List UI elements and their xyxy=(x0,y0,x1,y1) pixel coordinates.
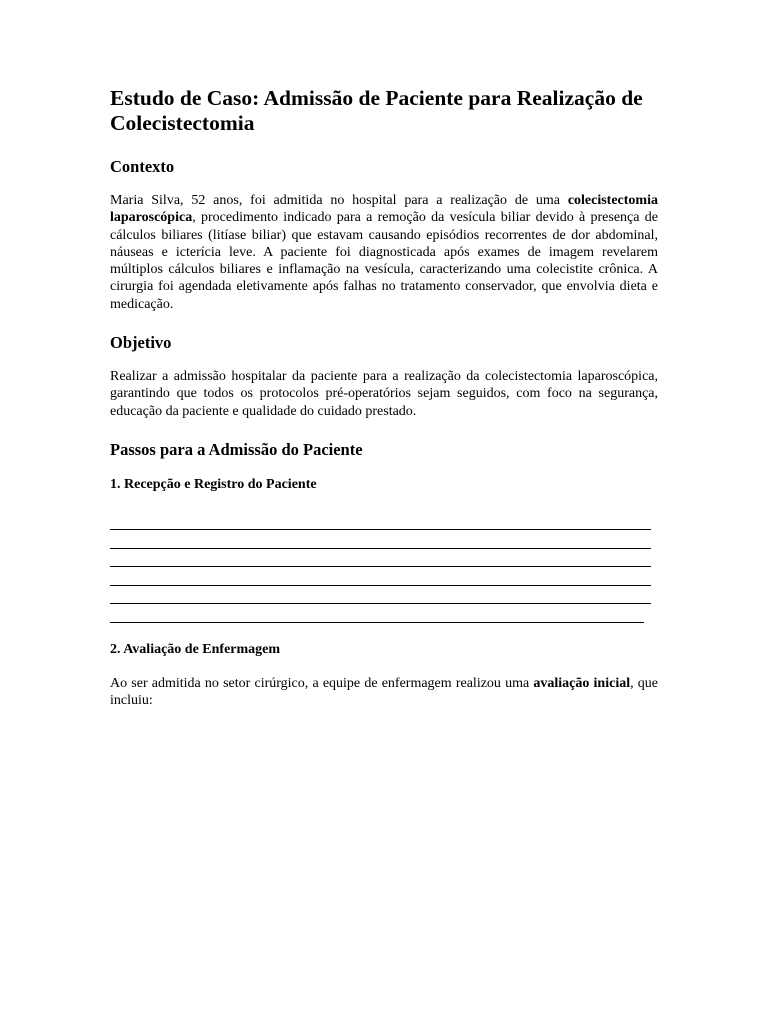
paragraph-avaliacao-bold-term: avaliação inicial xyxy=(533,675,631,691)
blank-answer-line xyxy=(110,512,651,531)
section-heading-objetivo: Objetivo xyxy=(110,333,172,353)
paragraph-contexto-text-end: , procedimento indicado para a remoção da vesícula biliar devido à presença de cálculos biliares (litíase biliar) que estavam causando episódios recorrentes de dor abdominal, náuseas e icterícia leve. A paciente foi diagnosticada após exames de imagem revelarem múltiplos cálculos biliares e inflamação na vesícula, caracterizando uma colecistite crônica. A cirurgia foi agendada eletivamente após falhas no tratamento conservador, que envolvia dieta e medicação. xyxy=(110,210,658,312)
blank-answer-line xyxy=(110,530,651,549)
paragraph-avaliacao-text-start: Ao ser admitida no setor cirúrgico, a equipe de enfermagem realizou uma xyxy=(110,675,534,691)
paragraph-objetivo: Realizar a admissão hospitalar da paciente para a realização da colecistectomia laparoscópica, garantindo que todos os protocolos pré-operatórios sejam seguidos, com foco na segurança, educação da paciente e qualidade do cuidado prestado. xyxy=(110,369,658,419)
section-heading-contexto: Contexto xyxy=(110,157,175,176)
paragraph-contexto xyxy=(110,192,658,313)
blank-answer-line xyxy=(110,567,651,586)
blank-answer-line xyxy=(110,549,651,568)
paragraph-avaliacao-text-end: , que incluiu: xyxy=(110,675,658,709)
document-content xyxy=(110,86,658,710)
step-heading-avaliacao: 2. Avaliação de Enfermagem xyxy=(110,641,281,657)
paragraph-avaliacao xyxy=(110,675,658,710)
document-title: Estudo de Caso: Admissão de Paciente para Realização de Colecistectomia xyxy=(110,86,643,135)
blank-answer-lines xyxy=(110,512,658,623)
paragraph-contexto-text-start: Maria Silva, 52 anos, foi admitida no hospital para a realização de uma xyxy=(110,193,568,208)
blank-answer-line xyxy=(110,586,651,605)
section-heading-passos: Passos para a Admissão do Paciente xyxy=(110,439,363,459)
step-heading-recepcao: 1. Recepção e Registro do Paciente xyxy=(110,476,317,492)
paragraph-contexto-bold-term: colecistectomia laparoscópica xyxy=(110,193,658,226)
blank-answer-line xyxy=(110,604,644,623)
